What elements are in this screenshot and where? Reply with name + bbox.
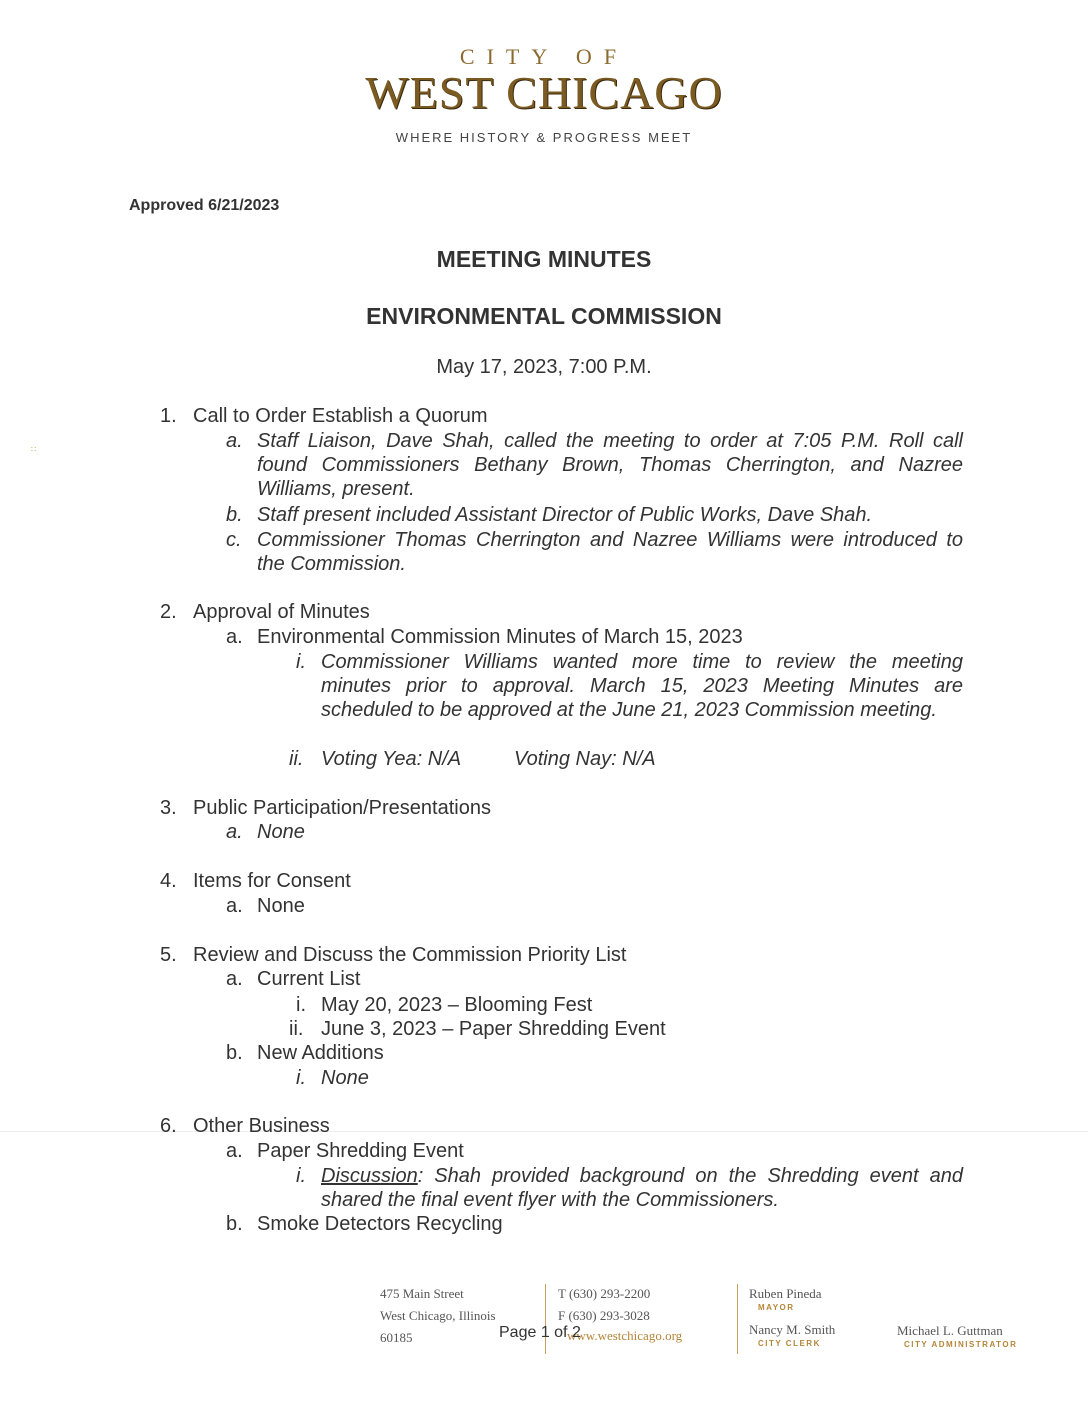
list-marker: a. xyxy=(226,968,243,990)
document-subtitle: ENVIRONMENTAL COMMISSION xyxy=(366,303,722,329)
section-2a-i-text: Commissioner Williams wanted more time to review the meeting minutes prior to approval. March 15, 2023 Meeting Minutes are scheduled to be approved at the June 21, 2023 Commission meeting. xyxy=(321,651,963,721)
list-marker: a. xyxy=(226,1140,243,1162)
section-1-title: Call to Order Establish a Quorum xyxy=(193,405,488,427)
section-4-number: 4. xyxy=(160,870,177,892)
section-2-number: 2. xyxy=(160,601,177,623)
discussion-label: Discussion xyxy=(321,1165,418,1187)
mayor-title: MAYOR xyxy=(758,1303,795,1312)
footer-address-2: West Chicago, Illinois xyxy=(380,1308,496,1323)
section-2-title: Approval of Minutes xyxy=(193,601,370,623)
meeting-datetime: May 17, 2023, 7:00 P.M. xyxy=(436,356,652,378)
footer-divider xyxy=(545,1284,546,1354)
footer-phone: T (630) 293-2200 xyxy=(558,1286,651,1301)
mayor-name: Ruben Pineda xyxy=(749,1286,822,1301)
footer-website-link[interactable]: www.westchicago.org xyxy=(567,1328,683,1343)
section-4-title: Items for Consent xyxy=(193,870,351,892)
scan-speck-icon: ∷ xyxy=(31,445,37,454)
section-5-number: 5. xyxy=(160,944,177,966)
list-marker: c. xyxy=(226,529,242,551)
clerk-title: CITY CLERK xyxy=(758,1339,821,1348)
list-marker: i. xyxy=(296,1067,306,1089)
section-1c-text: Commissioner Thomas Cherrington and Nazree Williams were introduced to the Commission. xyxy=(257,529,963,575)
section-6b-text: Smoke Detectors Recycling xyxy=(257,1213,503,1235)
approved-date: Approved 6/21/2023 xyxy=(129,197,280,214)
footer-address-1: 475 Main Street xyxy=(380,1286,464,1301)
section-5a-text: Current List xyxy=(257,968,361,990)
page-number: Page 1 of 2 xyxy=(499,1324,581,1341)
administrator-name: Michael L. Guttman xyxy=(897,1323,1003,1338)
document-title: MEETING MINUTES xyxy=(436,246,652,272)
list-marker: i. xyxy=(296,651,306,673)
section-1a-text: Staff Liaison, Dave Shah, called the meeting to order at 7:05 P.M. Roll call found Commissioners Bethany Brown, Thomas Cherrington, and Nazree Williams, present. xyxy=(257,430,963,500)
list-marker: b. xyxy=(226,504,243,526)
section-6a-text: Paper Shredding Event xyxy=(257,1140,464,1162)
list-marker: b. xyxy=(226,1213,243,1235)
priority-item-1: May 20, 2023 – Blooming Fest xyxy=(321,994,593,1016)
footer-address-3: 60185 xyxy=(380,1330,413,1345)
list-marker: b. xyxy=(226,1042,243,1064)
list-marker: i. xyxy=(296,994,306,1016)
section-5-title: Review and Discuss the Commission Priority List xyxy=(193,944,627,966)
section-1b-text: Staff present included Assistant Director of Public Works, Dave Shah. xyxy=(257,504,873,526)
section-3-number: 3. xyxy=(160,797,177,819)
footer-fax: F (630) 293-3028 xyxy=(558,1308,650,1323)
voting-nay: Voting Nay: N/A xyxy=(514,748,656,770)
section-4a-text: None xyxy=(257,895,305,917)
list-marker: a. xyxy=(226,430,243,452)
administrator-title: CITY ADMINISTRATOR xyxy=(904,1340,1018,1349)
section-3a-text: None xyxy=(257,821,305,843)
clerk-name: Nancy M. Smith xyxy=(749,1322,836,1337)
section-6a-i-text xyxy=(321,1164,963,1212)
section-3-title: Public Participation/Presentations xyxy=(193,797,491,819)
list-marker: a. xyxy=(226,821,243,843)
discussion-text: : Shah provided background on the Shredding event and shared the final event flyer with the Commissioners. xyxy=(321,1165,963,1211)
section-6-number: 6. xyxy=(160,1115,177,1137)
voting-yea: Voting Yea: N/A xyxy=(321,748,462,770)
list-marker: ii. xyxy=(289,748,304,770)
section-6-title: Other Business xyxy=(193,1115,330,1137)
logo-west-chicago: WEST CHICAGO xyxy=(365,67,723,118)
footer-divider xyxy=(737,1284,738,1354)
list-marker: ii. xyxy=(289,1018,304,1040)
section-2a-text: Environmental Commission Minutes of March 15, 2023 xyxy=(257,626,743,648)
list-marker: a. xyxy=(226,626,243,648)
list-marker: i. xyxy=(296,1165,306,1187)
section-5b-text: New Additions xyxy=(257,1042,384,1064)
logo-tagline: WHERE HISTORY & PROGRESS MEET xyxy=(395,130,693,145)
priority-item-2: June 3, 2023 – Paper Shredding Event xyxy=(321,1018,666,1040)
list-marker: a. xyxy=(226,895,243,917)
logo-city-of: CITY OF xyxy=(459,44,629,69)
section-5b-i-text: None xyxy=(321,1067,369,1089)
section-1-number: 1. xyxy=(160,405,177,427)
